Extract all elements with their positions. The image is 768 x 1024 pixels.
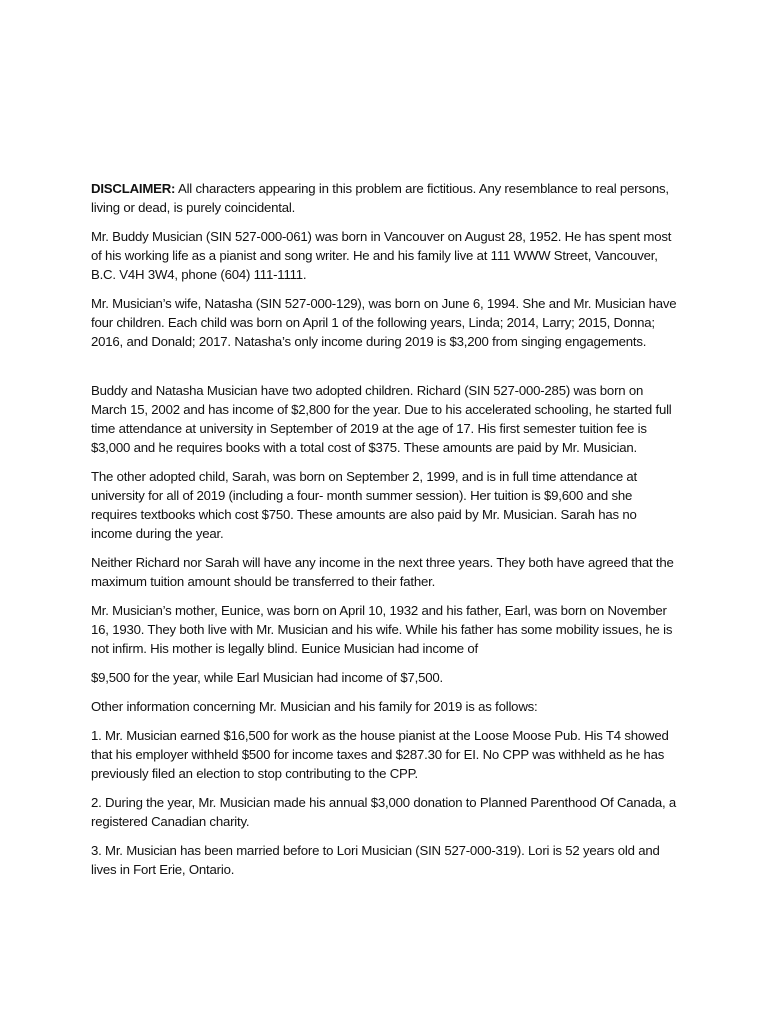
disclaimer-label: DISCLAIMER: — [91, 181, 176, 196]
list-item-1-employment: 1. Mr. Musician earned $16,500 for work as the house pianist at the Loose Moose Pub. His T4 showed that his employer withheld $500 for income taxes and $287.30 for EI. No CPP was withheld as he has previously filed an election to stop contributing to the CPP. — [91, 728, 669, 781]
paragraph-tuition-transfer: Neither Richard nor Sarah will have any income in the next three years. They both have agreed that the maximum tuition amount should be transferred to their father. — [91, 555, 674, 589]
paragraph-parents-income: $9,500 for the year, while Earl Musician had income of $7,500. — [91, 670, 443, 685]
paragraph-natasha-children: Mr. Musician’s wife, Natasha (SIN 527-000-129), was born on June 6, 1994. She and Mr. Musician have four children. Each child was born on April 1 of the following years, Linda; 2014, Larry; 2015, Donna; 2016, and Donald; 2017. Natasha’s only income during 2019 is $3,200 from singing engagements. — [91, 296, 677, 349]
list-item-2-donation: 2. During the year, Mr. Musician made his annual $3,000 donation to Planned Parenthood Of Canada, a registered Canadian charity. — [91, 795, 677, 829]
paragraph-buddy-bio: Mr. Buddy Musician (SIN 527-000-061) was born in Vancouver on August 28, 1952. He has spent most of his working life as a pianist and song writer. He and his family live at 111 WWW Street, Vancouver, B.C. V4H 3W4, phone (604) 111-1111. — [91, 229, 672, 282]
paragraph-other-info-intro: Other information concerning Mr. Musician and his family for 2019 is as follows: — [91, 699, 538, 714]
paragraph-sarah: The other adopted child, Sarah, was born on September 2, 1999, and is in full time attendance at university for all of 2019 (including a four- month summer session). Her tuition is $9,600 and she requires textbooks which cost $750. These amounts are also paid by Mr. Musician. Sarah has no income during the year. — [91, 469, 638, 541]
paragraph-parents: Mr. Musician’s mother, Eunice, was born on April 10, 1932 and his father, Earl, was born on November 16, 1930. They both live with Mr. Musician and his wife. While his father has some mobility issues, he is not infirm. His mother is legally blind. Eunice Musician had income of — [91, 603, 673, 656]
disclaimer-text: All characters appearing in this problem are fictitious. Any resemblance to real persons, living or dead, is purely coincidental. — [91, 181, 669, 215]
document-body — [91, 179, 681, 889]
list-item-3-previous-marriage: 3. Mr. Musician has been married before to Lori Musician (SIN 527-000-319). Lori is 52 years old and lives in Fort Erie, Ontario. — [91, 843, 660, 877]
disclaimer-paragraph — [91, 179, 681, 217]
paragraph-richard: Buddy and Natasha Musician have two adopted children. Richard (SIN 527-000-285) was born on March 15, 2002 and has income of $2,800 for the year. Due to his accelerated schooling, he started full time attendance at university in September of 2019 at the age of 17. His first semester tuition fee is $3,000 and he requires books with a total cost of $375. These amounts are paid by Mr. Musician. — [91, 383, 672, 455]
